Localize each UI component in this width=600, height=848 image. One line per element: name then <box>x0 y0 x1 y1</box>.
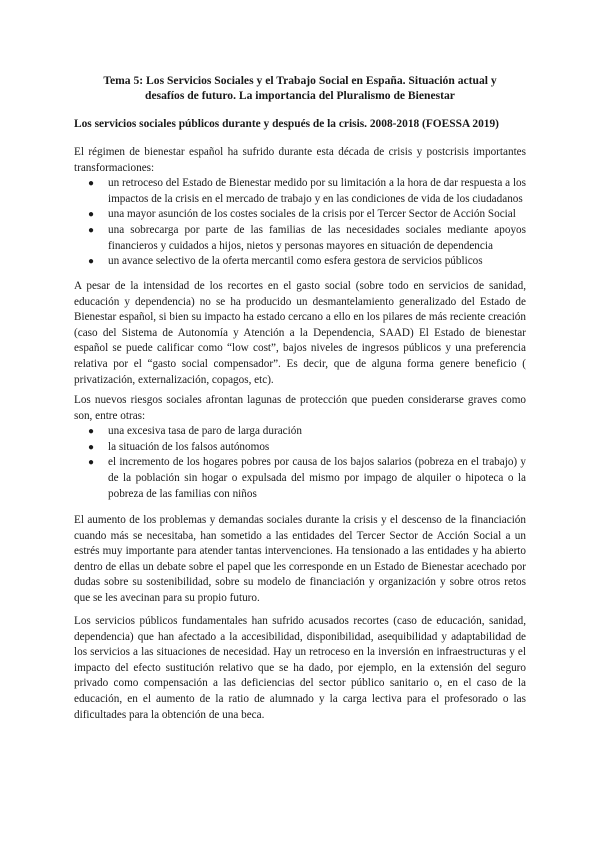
paragraph-4-text: El aumento de los problemas y demandas sociales durante la crisis y el descenso de la financiación cuando más se necesitaba, han sometido a las entidades del Tercer Sector de Acción Social a un estrés muy importante para atender tantas intervenciones. Ha tensionado a las entidades y ha abierto dentro de ellas un debate sobre el papel que les corresponde en un Estado de Bienestar acechado por dudas sobre su sostenibilidad, sobre su modelo de financiación y organización y sobre otros retos que se les avecinan para su propio futuro. <box>74 514 526 604</box>
document-title: Tema 5: Los Servicios Sociales y el Trabajo Social en España. Situación actual y desafíos de futuro. La importancia del Pluralismo de Bienestar <box>103 74 497 102</box>
section-1-intro: El régimen de bienestar español ha sufrido durante esta década de crisis y postcrisis importantes transformaciones: <box>74 146 526 174</box>
bullet-icon: ● <box>88 209 95 221</box>
bullet-icon: ● <box>88 457 95 469</box>
list-item-text: un retroceso del Estado de Bienestar medido por su limitación a la hora de dar respuesta a los impactos de la crisis en el mercado de trabajo y en las condiciones de vida de los ciudadanos <box>108 177 526 205</box>
paragraph-2 <box>74 279 526 388</box>
list-item <box>88 440 526 456</box>
list-item <box>88 254 526 270</box>
list-item-text: una mayor asunción de los costes sociales de la crisis por el Tercer Sector de Acción Social <box>108 208 516 221</box>
list-item <box>88 424 526 440</box>
section-3-bullet-list <box>74 424 526 502</box>
list-item-text: una sobrecarga por parte de las familias de las necesidades sociales mediante apoyos financieros y cuidados a hijos, nietos y personas mayores en situación de dependencia <box>108 223 526 252</box>
section-subtitle: Los servicios sociales públicos durante y después de la crisis. 2008-2018 (FOESSA 2019) <box>74 118 499 130</box>
bullet-icon: ● <box>88 224 95 236</box>
list-item <box>88 176 526 207</box>
bullet-icon: ● <box>88 426 95 438</box>
list-item <box>88 207 526 223</box>
paragraph-5 <box>74 614 526 723</box>
list-item-text: la situación de los falsos autónomos <box>108 440 270 453</box>
bullet-icon: ● <box>88 441 95 453</box>
list-item <box>88 223 526 254</box>
paragraph-5-text: Los servicios públicos fundamentales han sufrido acusados recortes (caso de educación, sanidad, dependencia) que han afectado a la accesibilidad, disponibilidad, asequibilidad y adaptabilidad de los servicios a las situaciones de necesidad. Hay un retroceso en la inversión en infraestructuras y el impacto del efecto sustitución relativo que se ha dado, por ejemplo, en la extensión del seguro privado como compensación a las deficiencias del sector público sanitario o, en el caso de la educación, en el aumento de la ratio de alumnado y la carga lectiva para el profesorado o las dificultades para la obtención de una beca. <box>74 615 526 721</box>
section-3 <box>74 393 526 502</box>
section-3-intro: Los nuevos riesgos sociales afrontan lagunas de protección que pueden considerarse graves como son, entre otras: <box>74 394 526 422</box>
section-1-bullet-list <box>74 176 526 270</box>
list-item-text: un avance selectivo de la oferta mercantil como esfera gestora de servicios públicos <box>108 255 483 268</box>
paragraph-4 <box>74 513 526 607</box>
list-item <box>88 455 526 502</box>
paragraph-2-text: A pesar de la intensidad de los recortes en el gasto social (sobre todo en servicios de sanidad, educación y dependencia) no se ha producido un desmantelamiento generalizado del Estado de Bienestar español, si bien su impacto ha estado cercano a ello en los pilares de más reciente creación (caso del Sistema de Autonomía y Atención a la Dependencia, SAAD) El Estado de bienestar español se puede calificar como “low cost”, bajos niveles de ingresos públicos y una preferencia relativa por el “gasto social compensador”. Es decir, que de alguna forma genere beneficio ( privatización, externalización, copagos, etc). <box>74 280 526 386</box>
bullet-icon: ● <box>88 178 95 190</box>
bullet-icon: ● <box>88 256 95 268</box>
list-item-text: el incremento de los hogares pobres por causa de los bajos salarios (pobreza en el trabajo) y de la población sin hogar o expulsada del mismo por impago de alquiler o hipoteca o la pobreza de las familias con niños <box>108 456 526 500</box>
list-item-text: una excesiva tasa de paro de larga duración <box>108 425 302 438</box>
section-1 <box>74 145 526 270</box>
